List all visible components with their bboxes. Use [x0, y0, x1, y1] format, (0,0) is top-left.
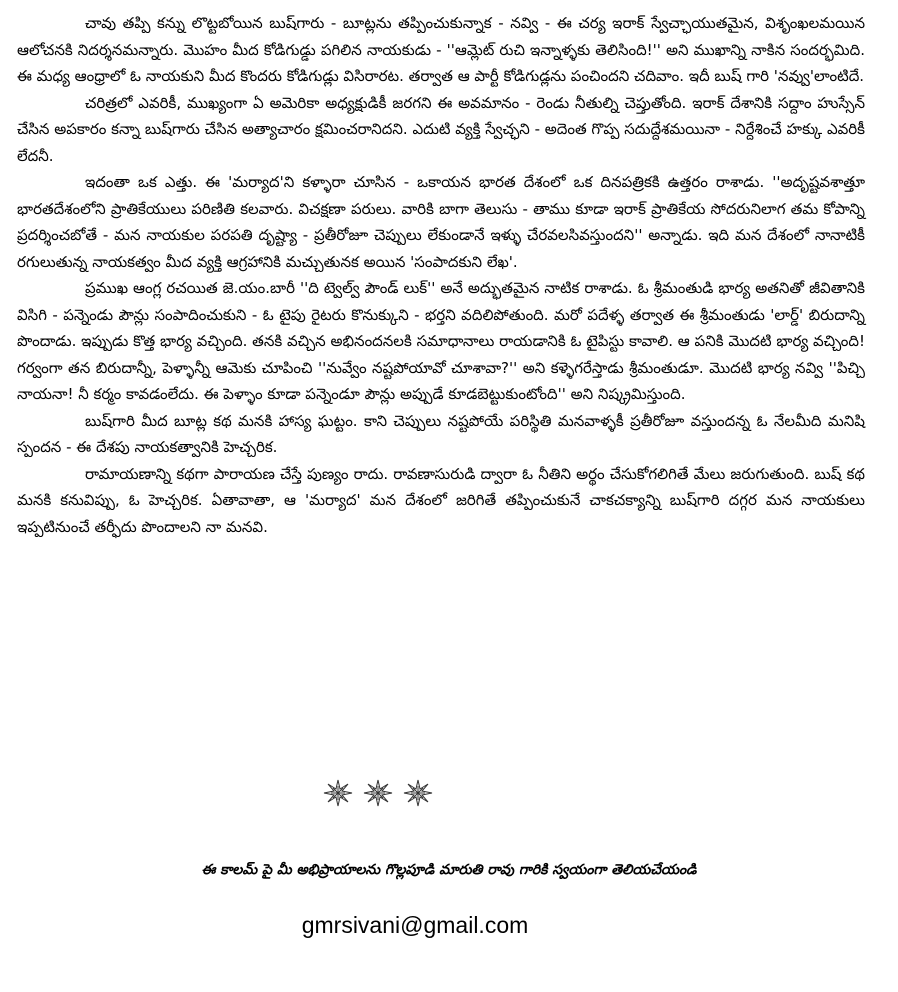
feedback-note: ఈ కాలమ్ పై మీ అభిప్రాయాలను గొల్లపూడి మారుతి రావు గారికి స్వయంగా తెలియచేయండి [201, 862, 697, 878]
article-paragraph-3: ఇదంతా ఒక ఎత్తు. ఈ 'మర్యాద'ని కళ్ళారా చూసిన - ఒకాయన భారత దేశంలో ఒక దినపత్రికకి ఉత్తరం రాశాడు. ''అదృష్టవశాత్తూ భారతదేశంలోని ప్రాతికేయులు పరిణితి కలవారు. విచక్షణా పరులు. వారికి బాగా తెలుసు - తాము కూడా ఇరాక్ ప్రాతికేయ సోదరునిలాగ తమ కోపాన్ని ప్రదర్శించబోతే - మన నాయకుల పరపతి దృష్ట్యా - ప్రతీరోజూ చెప్పులు లేకుండానే ఇళ్ళు చేరవలసివస్తుందని'' అన్నాడు. ఇది మన దేశంలో నానాటికీ రగులుతున్న నాయకత్వం మీద వ్యక్తి ఆగ్రహానికి మచ్చుతునక అయిన 'సంపాదకుని లేఖ'. [17, 173, 865, 271]
section-divider-ornament [318, 772, 438, 812]
article-paragraph-1: చావు తప్పి కన్ను లొట్టబోయిన బుష్‌గారు - బూట్లను తప్పించుకున్నాక - నవ్వి - ఈ చర్య ఇరాక్ స్వేచ్ఛాయుతమైన, విశృంఖలమయిన ఆలోచనకి నిదర్శనమన్నారు. మొహం మీద కోడిగుడ్డు పగిలిన నాయకుడు - ''ఆమ్లెట్ రుచి ఇన్నాళ్ళకు తెలిసింది!'' అని ముఖాన్ని నాకిన సందర్భమిది. ఈ మధ్య ఆంధ్రాలో ఓ నాయకుని మీద కొందరు కోడిగుడ్లు విసిరారట. తర్వాత ఆ పార్టీ కోడిగుడ్లను పంచిందని చదివాం. ఇదీ బుష్ గారి 'నవ్వు'లాంటిదే. [17, 14, 865, 85]
contact-email: gmrsivani@gmail.com [301, 912, 529, 938]
article-paragraph-4: ప్రముఖ ఆంగ్ల రచయిత జె.యం.బారీ ''ది ట్వెల్వ్ పౌండ్ లుక్'' అనే అద్భుతమైన నాటిక రాశాడు. ఓ శ్రీమంతుడి భార్య అతనితో జీవితానికి విసిగి - పన్నెండు పౌన్లు సంపాదించుకుని - ఓ టైపు రైటరు కొనుక్కుని - భర్తని వదిలిపోతుంది. మరో పదేళ్ళ తర్వాత ఈ శ్రీమంతుడు 'లార్డ్' బిరుదాన్ని పొందాడు. ఇప్పుడు కొత్త భార్య వచ్చింది. తనకి వచ్చిన అభినందనలకి సమాధానాలు రాయడానికి ఓ టైపిస్టు కావాలి. ఆ పనికి మొదటి భార్య వచ్చింది! గర్వంగా తన బిరుదాన్నీ, పెళ్ళాన్నీ ఆమెకు చూపించి ''నువ్వేం నష్టపోయావో చూశావా?'' అని కళ్ళెగరేస్తాడు శ్రీమంతుడూ. మొదటి భార్య నవ్వి ''పిచ్చి నాయనా! నీ కర్మం కావడంలేదు. ఈ పెళ్ళాం కూడా పన్నెండూ పౌన్లు అప్పుడే కూడబెట్టుకుంటోంది'' అని నిష్క్రమిస్తుంది. [17, 279, 865, 403]
article-paragraph-6: రామాయణాన్ని కథగా పారాయణ చేస్తే పుణ్యం రాదు. రావణాసురుడి ద్వారా ఓ నీతిని అర్థం చేసుకోగలిగితే మేలు జరుగుతుంది. బుష్ కథ మనకి కనువిప్పు, ఓ హెచ్చరిక. ఏతావాతా, ఆ 'మర్యాద' మన దేశంలో జరిగితే తప్పించుకునే చాకచక్యాన్ని బుష్‌గారి దగ్గర మన నాయకులు ఇప్పటినుంచే తర్ఫీదు పొందాలని నా మనవి. [17, 464, 865, 536]
article-body [17, 10, 865, 540]
article-paragraph-5: బుష్‌గారి మీద బూట్ల కథ మనకి హాస్య ఘట్టం. కాని చెప్పులు నష్టపోయే పరిస్థితి మనవాళ్ళకీ ప్రతీరోజూ వస్తుందన్న ఓ నేలమీది మనిషి స్పందన - ఈ దేశపు నాయకత్వానికి హెచ్చరిక. [17, 411, 865, 456]
sparkle-burst-icon [318, 772, 438, 812]
article-paragraph-2: చరిత్రలో ఎవరికీ, ముఖ్యంగా ఏ అమెరికా అధ్యక్షుడికీ జరగని ఈ అవమానం - రెండు నీతుల్ని చెప్తుతోంది. ఇరాక్ దేశానికి సద్దాం హుస్సేన్ చేసిన అపకారం కన్నా బుష్‌గారు చేసిన అత్యాచారం క్షమించరానిదని. ఎదుటి వ్యక్తి స్వేచ్ఛని - అదెంత గొప్ప సదుద్దేశమయినా - నిర్దేశించే హక్కు ఎవరికీ లేదనీ. [17, 93, 865, 165]
